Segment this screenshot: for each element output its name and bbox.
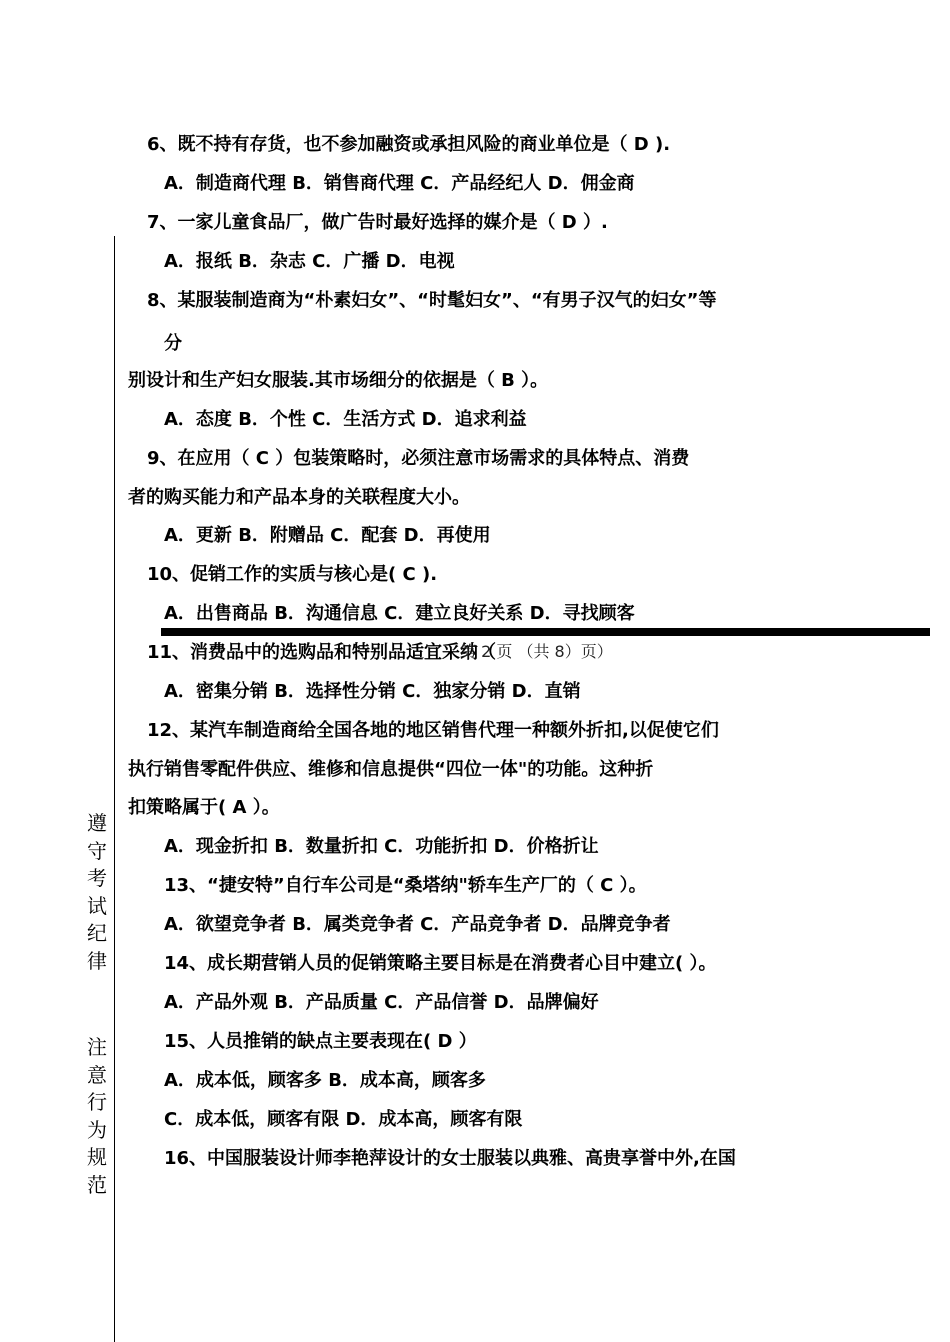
margin-vertical-text-1 (84, 810, 110, 975)
question-6: 6、既不持有存货，也不参加融资或承担风险的商业单位是（ D ). (147, 134, 671, 155)
question-15-options-2: C．成本低，顾客有限 D．成本高，顾客有限 (164, 1109, 523, 1130)
margin-char: 规 (87, 1145, 107, 1169)
margin-char: 守 (87, 838, 107, 863)
question-8-line-3: 别设计和生产妇女服装.其市场细分的依据是（ B ）。 (128, 370, 549, 391)
question-8-line-2: 分 (164, 333, 182, 354)
question-7: 7、一家儿童食品厂，做广告时最好选择的媒介是（ D ）. (147, 212, 608, 233)
question-8-options: A．态度 B．个性 C．生活方式 D．追求利益 (164, 409, 527, 430)
margin-char: 为 (87, 1117, 107, 1142)
question-16: 16、中国服装设计师李艳萍设计的女士服装以典雅、高贵享誉中外,在国 (164, 1148, 736, 1169)
margin-char: 考 (87, 866, 107, 890)
margin-char: 试 (87, 893, 107, 918)
question-14: 14、成长期营销人员的促销策略主要目标是在消费者心目中建立( ）。 (164, 953, 717, 974)
question-15-options-1: A．成本低，顾客多 B．成本高，顾客多 (164, 1070, 486, 1091)
question-12-line-3: 扣策略属于( A ）。 (128, 797, 280, 818)
question-14-options: A．产品外观 B．产品质量 C．产品信誉 D．品牌偏好 (164, 992, 599, 1013)
page-divider (161, 628, 930, 636)
question-10-options: A．出售商品 B．沟通信息 C．建立良好关系 D．寻找顾客 (164, 603, 635, 624)
margin-char: 行 (87, 1090, 107, 1114)
question-11: 11、消费品中的选购品和特别品适宜采纳（ (147, 642, 497, 663)
page-number: 第 2 页 （共 8）页） (460, 642, 613, 661)
question-13-options: A．欲望竞争者 B．属类竞争者 C．产品竞争者 D．品牌竞争者 (164, 914, 671, 935)
question-8: 8、某服装制造商为“朴素妇女”、“时髦妇女”、“有男子汉气的妇女”等 (147, 290, 717, 311)
question-11-options: A．密集分销 B．选择性分销 C．独家分销 D．直销 (164, 681, 581, 702)
margin-char: 律 (87, 948, 107, 973)
question-7-options: A．报纸 B．杂志 C．广播 D．电视 (164, 251, 455, 272)
binding-margin-rule (114, 236, 115, 1342)
question-9-line-2: 者的购买能力和产品本身的关联程度大小。 (128, 487, 470, 508)
margin-char: 纪 (87, 921, 107, 945)
margin-char: 遵 (87, 811, 107, 835)
question-15: 15、人员推销的缺点主要表现在( D ） (164, 1031, 477, 1052)
margin-char: 注 (87, 1035, 107, 1059)
question-12-options: A．现金折扣 B．数量折扣 C．功能折扣 D．价格折让 (164, 836, 599, 857)
question-12: 12、某汽车制造商给全国各地的地区销售代理一种额外折扣,以促使它们 (147, 720, 719, 741)
margin-vertical-text-2 (84, 1034, 110, 1199)
question-9-options: A．更新 B．附赠品 C．配套 D．再使用 (164, 525, 491, 546)
question-13: 13、“捷安特”自行车公司是“桑塔纳"轿车生产厂的（ C ）。 (164, 875, 647, 896)
question-10: 10、促销工作的实质与核心是( C ). (147, 564, 438, 585)
question-12-line-2: 执行销售零配件供应、维修和信息提供“四位一体"的功能。这种折 (128, 759, 654, 780)
question-6-options: A．制造商代理 B．销售商代理 C．产品经纪人 D．佣金商 (164, 173, 635, 194)
question-9: 9、在应用（ C ）包装策略时，必须注意市场需求的具体特点、消费 (147, 448, 690, 469)
margin-char: 意 (87, 1062, 107, 1087)
margin-char: 范 (87, 1172, 107, 1197)
